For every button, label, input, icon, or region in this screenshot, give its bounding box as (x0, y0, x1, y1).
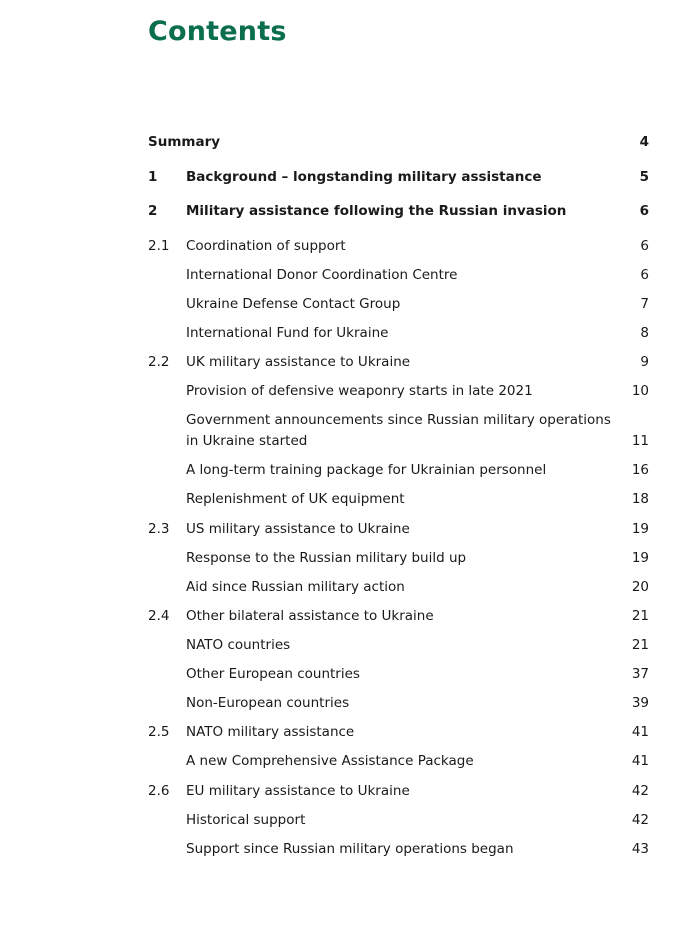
toc-entry-page: 37 (631, 666, 649, 682)
toc-entry-text: Support since Russian military operations began (186, 841, 514, 857)
toc-entry-text: Other European countries (186, 666, 360, 682)
toc-entry-text: International Donor Coordination Centre (186, 267, 458, 283)
toc-entry-text: International Fund for Ukraine (186, 325, 389, 341)
toc-entry-page: 5 (639, 169, 649, 185)
toc-entry-page: 6 (640, 238, 649, 254)
page-title: Contents (148, 16, 287, 47)
toc-entry-number: 2.5 (148, 724, 170, 740)
toc-entry-text: Aid since Russian military action (186, 579, 405, 595)
toc-entry-text: NATO countries (186, 637, 291, 653)
toc-entry-text: Military assistance following the Russian invasion (186, 203, 567, 219)
toc-entry-page: 10 (631, 383, 649, 399)
toc-entry-number: 2.3 (148, 521, 170, 537)
toc-entry-text: Response to the Russian military build up (186, 550, 467, 566)
toc-entry-text: UK military assistance to Ukraine (186, 354, 411, 370)
toc-entry-text: Ukraine Defense Contact Group (186, 296, 401, 312)
toc-entry-text: Historical support (186, 812, 306, 828)
toc-entry-page: 16 (631, 462, 649, 478)
toc-entry-page: 8 (640, 325, 649, 341)
toc-entry-text: Provision of defensive weaponry starts in late 2021 (186, 383, 533, 399)
toc-entry-number: 2.2 (148, 354, 170, 370)
toc-entry-page: 6 (640, 267, 649, 283)
toc-entry-text: US military assistance to Ukraine (186, 521, 410, 537)
toc-entry-text: Non-European countries (186, 695, 350, 711)
toc-entry-page: 43 (631, 841, 649, 857)
toc-entry-page: 4 (639, 134, 649, 150)
toc-entry-page: 42 (631, 812, 649, 828)
toc-entry-page: 7 (640, 296, 649, 312)
toc-entry-text: Replenishment of UK equipment (186, 491, 405, 507)
toc-entry-page: 19 (631, 550, 649, 566)
toc-entry-page: 6 (639, 203, 649, 219)
toc-entry-text: A long-term training package for Ukrainian personnel (186, 462, 547, 478)
toc-entry-number: 2.6 (148, 783, 170, 799)
toc-entry-page: 18 (631, 491, 649, 507)
toc-entry-text: Summary (148, 134, 221, 150)
toc-entry-page: 9 (640, 354, 649, 370)
toc-entry-text: Government announcements since Russian military operations in Ukraine started (186, 412, 611, 449)
toc-entry-number: 2 (148, 203, 158, 219)
toc-entry-page: 39 (631, 695, 649, 711)
toc-entry-page: 41 (631, 724, 649, 740)
toc-entry-text: NATO military assistance (186, 724, 355, 740)
toc-entry-page: 21 (631, 637, 649, 653)
toc-entry-number: 1 (148, 169, 158, 185)
toc-entry-text: Other bilateral assistance to Ukraine (186, 608, 434, 624)
toc-entry-page: 21 (631, 608, 649, 624)
toc-entry-text: Background – longstanding military assistance (186, 169, 542, 185)
toc-entry-page: 42 (631, 783, 649, 799)
toc-entry-page: 41 (631, 753, 649, 769)
toc-entry-text: A new Comprehensive Assistance Package (186, 753, 474, 769)
toc-entry-text: EU military assistance to Ukraine (186, 783, 410, 799)
toc-entry-number: 2.4 (148, 608, 170, 624)
toc-entry-text: Coordination of support (186, 238, 346, 254)
toc-entry-page: 20 (631, 579, 649, 595)
toc-entry-page: 19 (631, 521, 649, 537)
toc-entry-page: 11 (631, 433, 649, 449)
toc-entry-number: 2.1 (148, 238, 170, 254)
